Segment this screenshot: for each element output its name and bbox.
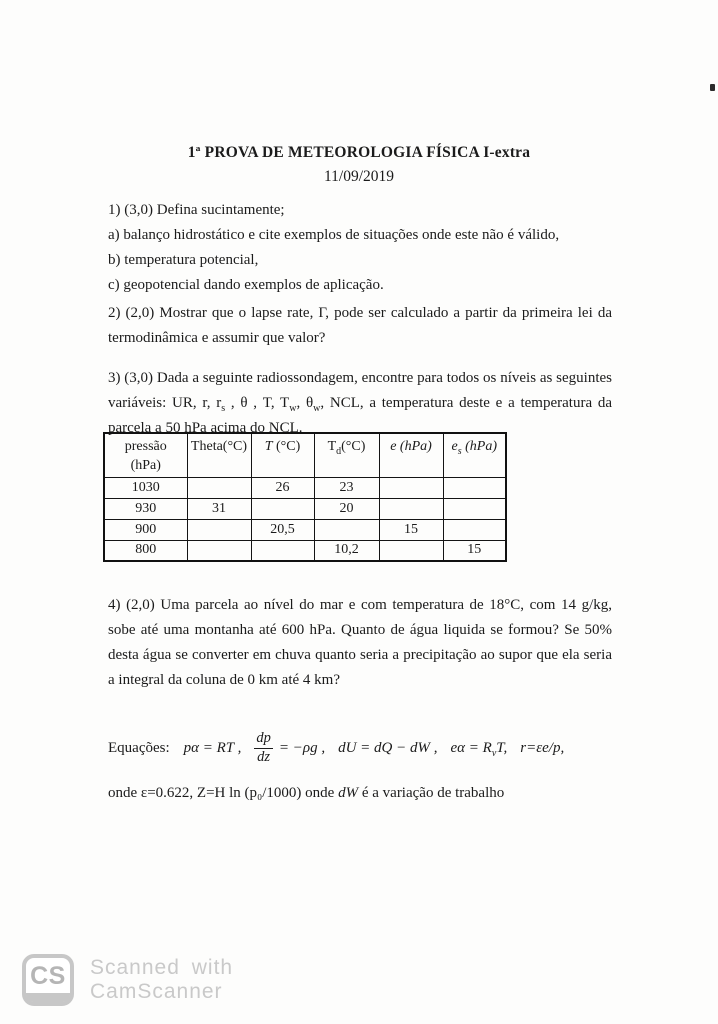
question-1-item-c: c) geopotencial dando exemplos de aplicação.	[108, 277, 384, 293]
question-4	[108, 593, 612, 693]
footer-note-dw: dW	[338, 785, 359, 801]
scan-ink-speck	[710, 84, 715, 91]
equation-state: pα = RT ,	[183, 739, 242, 756]
cell-vapor-pressure: 15	[379, 519, 443, 540]
cell-saturation-vapor-pressure	[443, 498, 506, 519]
header-text: e	[451, 439, 458, 454]
watermark-line1: Scanned with	[90, 956, 234, 979]
cell-temperature	[251, 498, 314, 519]
question-3-text-part: 3) (3,0) Dada a seguinte radiossondagem, encontre para todos os níveis as seguintes variáveis: UR, r, r	[108, 370, 612, 411]
camscanner-logo-text: CS	[30, 962, 66, 990]
column-header-vapor-pressure	[379, 433, 443, 477]
cell-dewpoint: 20	[314, 498, 379, 519]
cell-temperature	[251, 540, 314, 561]
cell-temperature: 26	[251, 477, 314, 498]
header-text: pressão	[124, 439, 167, 454]
subscript-s: s	[457, 445, 462, 457]
question-2	[108, 301, 612, 351]
header-text: (hPa)	[461, 439, 497, 454]
header-text: Theta(°C)	[190, 439, 248, 454]
exam-date: 11/09/2019	[323, 168, 395, 185]
column-header-pressure	[104, 433, 187, 477]
document-header	[0, 141, 718, 189]
column-header-saturation-vapor-pressure	[443, 433, 506, 477]
question-1-item-a: a) balanço hidrostático e cite exemplos de situações onde este não é válido,	[108, 227, 560, 243]
watermark-line2: CamScanner	[90, 980, 223, 1003]
cell-theta	[187, 540, 251, 561]
subscript-w: w	[289, 403, 297, 414]
equations-label: Equações:	[108, 739, 170, 756]
cell-pressure: 930	[104, 498, 187, 519]
camscanner-watermark	[22, 954, 233, 1006]
header-text: (°C)	[341, 439, 366, 454]
question-3-text-part: , NCL, a temperatura deste e a temperatura da parcela a 50 hPa acima do NCL.	[108, 395, 612, 436]
equation-vapor-state: $e\alpha = R_vT$,	[450, 739, 508, 759]
equation-mixing-ratio: r=εe/p,	[520, 739, 565, 756]
question-3-text-part: , θ , T, T	[225, 395, 290, 411]
exam-title: 1ª PROVA DE METEOROLOGIA FÍSICA I-extra	[187, 144, 531, 161]
subscript-w: w	[313, 403, 321, 414]
radiosounding-table	[103, 432, 507, 562]
cell-saturation-vapor-pressure: 15	[443, 540, 506, 561]
footer-note	[108, 781, 612, 806]
cell-dewpoint: 23	[314, 477, 379, 498]
column-header-temperature	[251, 433, 314, 477]
column-header-theta	[187, 433, 251, 477]
question-1	[108, 198, 612, 298]
equation-hydrostatic-fraction	[254, 731, 273, 766]
question-2-text: 2) (2,0) Mostrar que o lapse rate, Γ, pode ser calculado a partir da primeira lei da termodinâmica e assumir que valor?	[108, 305, 612, 346]
header-text: T	[327, 439, 337, 454]
header-text: e (hPa)	[390, 439, 432, 454]
footer-note-text: onde ε=0.622, Z=H ln (p₀/1000) onde	[108, 785, 339, 801]
cell-pressure: 900	[104, 519, 187, 540]
equation-first-law: dU = dQ − dW ,	[338, 739, 438, 756]
question-1-stem: 1) (3,0) Defina sucintamente;	[108, 202, 285, 218]
fraction-denominator: dz	[257, 748, 271, 765]
header-text: (hPa)	[130, 458, 161, 473]
table-row	[104, 498, 506, 519]
cell-vapor-pressure	[379, 477, 443, 498]
header-text: (°C)	[272, 439, 301, 454]
question-4-text: 4) (2,0) Uma parcela ao nível do mar e com temperatura de 18°C, com 14 g/kg, sobe até uma montanha até 600 hPa. Quanto de água liquida se formou? Se 50% desta água se converter em chuva quanto seria a precipitação ao supor que ela seria a integral da coluna de 0 km até 4 km?	[108, 597, 612, 688]
cell-theta: 31	[187, 498, 251, 519]
cell-vapor-pressure	[379, 540, 443, 561]
question-3-text	[108, 366, 612, 441]
table-row	[104, 477, 506, 498]
cell-pressure: 1030	[104, 477, 187, 498]
table-row	[104, 540, 506, 561]
subscript-d: d	[336, 445, 342, 457]
cell-theta	[187, 519, 251, 540]
watermark-text	[90, 956, 233, 1004]
column-header-dewpoint	[314, 433, 379, 477]
question-1-item-b: b) temperatura potencial,	[108, 252, 259, 268]
question-3-text-part: , θ	[296, 395, 314, 411]
footer-note-text: é a variação de trabalho	[358, 785, 505, 801]
camscanner-logo-strip	[26, 993, 70, 1002]
cell-pressure: 800	[104, 540, 187, 561]
cell-dewpoint: 10,2	[314, 540, 379, 561]
equations-line	[108, 728, 577, 768]
header-text: T	[264, 439, 273, 454]
question-3	[108, 366, 612, 441]
cell-dewpoint	[314, 519, 379, 540]
subscript-s: s	[221, 403, 226, 414]
cell-vapor-pressure	[379, 498, 443, 519]
camscanner-logo-icon	[22, 954, 74, 1006]
equation-hydrostatic-rhs: = −ρg ,	[278, 739, 326, 756]
cell-temperature: 20,5	[251, 519, 314, 540]
table-header-row	[104, 433, 506, 477]
cell-theta	[187, 477, 251, 498]
table-row	[104, 519, 506, 540]
fraction-numerator: dp	[256, 729, 271, 746]
cell-saturation-vapor-pressure	[443, 519, 506, 540]
cell-saturation-vapor-pressure	[443, 477, 506, 498]
